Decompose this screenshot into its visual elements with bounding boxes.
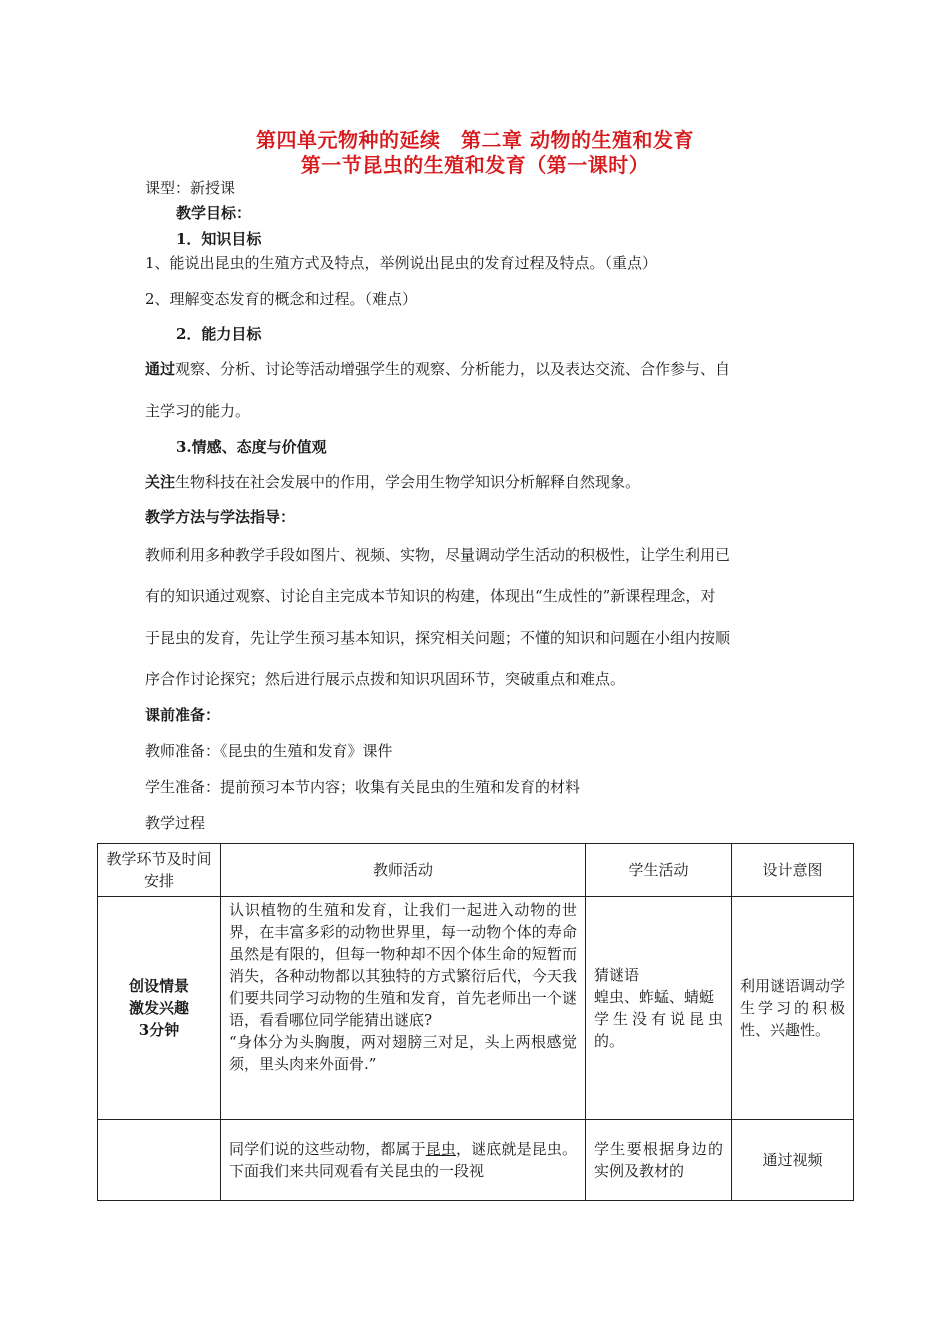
teacher-text-post: ，谜底就是昆虫。下面我们来共同观看有关昆虫的一段视 bbox=[229, 1140, 577, 1180]
ability-line1: 观察、分析、讨论等活动增强学生的观察、分析能力，以及表达交流、合作参与、自 bbox=[175, 360, 731, 378]
student-activity-cell: 学生要根据身边的实例及教材的 bbox=[586, 1120, 732, 1201]
student-activity-cell bbox=[586, 897, 732, 1120]
methods-line-1: 教师利用多种教学手段如图片、视频、实物，尽量调动学生活动的积极性，让学生利用已 bbox=[145, 546, 731, 564]
emotion-text bbox=[145, 472, 640, 492]
riddle-text: “身体分为头胸腹，两对翅膀三对足，头上两根感觉须，里头肉来外面骨.” bbox=[229, 1033, 577, 1073]
table-row bbox=[98, 1120, 854, 1201]
col-header-teacher: 教师活动 bbox=[221, 844, 586, 897]
heading-methods: 教学方法与学法指导： bbox=[145, 508, 296, 526]
teacher-activity-cell bbox=[221, 1120, 586, 1201]
col-header-student: 学生活动 bbox=[586, 844, 732, 897]
stage-cell bbox=[98, 897, 221, 1120]
stage-line: 创设情景 bbox=[128, 977, 189, 995]
stage-cell bbox=[98, 1120, 221, 1201]
ability-text-2: 主学习的能力。 bbox=[145, 402, 251, 420]
ability-text-1 bbox=[145, 359, 730, 379]
student-prep: 学生准备：提前预习本节内容；收集有关昆虫的生殖和发育的材料 bbox=[145, 778, 581, 796]
heading-ability-goals: 2．能力目标 bbox=[176, 325, 262, 343]
table-row bbox=[98, 897, 854, 1120]
design-intent-cell: 通过视频 bbox=[732, 1120, 854, 1201]
stage-line: 激发兴趣 bbox=[128, 999, 189, 1017]
heading-preparation: 课前准备： bbox=[145, 706, 221, 724]
student-line: 蝗虫、蚱蜢、蜻蜓 bbox=[594, 988, 715, 1006]
methods-line-4: 序合作讨论探究；然后进行展示点拨和知识巩固环节，突破重点和难点。 bbox=[145, 670, 626, 688]
design-intent-cell: 利用谜语调动学生学习的积极性、兴趣性。 bbox=[732, 897, 854, 1120]
teacher-prep: 教师准备：《昆虫的生殖和发育》课件 bbox=[145, 742, 393, 760]
student-line: 猜谜语 bbox=[594, 966, 640, 984]
lesson-type: 课型：新授课 bbox=[145, 179, 236, 197]
heading-process: 教学过程 bbox=[145, 814, 206, 832]
col-header-design: 设计意图 bbox=[732, 844, 854, 897]
teacher-text-underlined: 昆虫 bbox=[425, 1140, 457, 1158]
knowledge-item-2: 2、理解变态发育的概念和过程。（难点） bbox=[145, 290, 418, 308]
emotion-lead: 关注 bbox=[145, 473, 176, 491]
sub-title: 第一节昆虫的生殖和发育（第一课时） bbox=[300, 153, 650, 177]
emotion-body: 生物科技在社会发展中的作用，学会用生物学知识分析解释自然现象。 bbox=[175, 473, 641, 491]
heading-emotion-goals: 3.情感、态度与价值观 bbox=[176, 438, 327, 456]
knowledge-item-1: 1、能说出昆虫的生殖方式及特点，举例说出昆虫的发育过程及特点。（重点） bbox=[145, 254, 658, 272]
stage-line: 3分钟 bbox=[138, 1021, 180, 1039]
heading-teaching-goals: 教学目标： bbox=[176, 204, 252, 222]
process-table bbox=[97, 843, 854, 1201]
table-header-row bbox=[98, 844, 854, 897]
teacher-activity-cell bbox=[221, 897, 586, 1120]
ability-lead: 通过 bbox=[145, 360, 176, 378]
student-line: 学生没有说昆虫的。 bbox=[594, 1010, 723, 1050]
teacher-text-pre: 同学们说的这些动物，都属于 bbox=[229, 1140, 426, 1158]
col-header-stage: 教学环节及时间安排 bbox=[98, 844, 221, 897]
methods-line-3: 于昆虫的发育，先让学生预习基本知识，探究相关问题；不懂的知识和问题在小组内按顺 bbox=[145, 629, 731, 647]
main-title: 第四单元物种的延续 第二章 动物的生殖和发育 bbox=[256, 128, 694, 152]
heading-knowledge-goals: 1．知识目标 bbox=[176, 230, 262, 248]
teacher-activity-text: 认识植物的生殖和发育，让我们一起进入动物的世界，在丰富多彩的动物世界里，每一动物个体的寿命虽然是有限的，但每一物种却不因个体生命的短暂而消失，各种动物都以其独特的方式繁衍后代，今天我们要共同学习动物的生殖和发育，首先老师出一个谜语，看看哪位同学能猜出谜底? bbox=[229, 901, 577, 1029]
methods-line-2: 有的知识通过观察、讨论自主完成本节知识的构建，体现出“生成性的”新课程理念，对 bbox=[145, 587, 716, 605]
